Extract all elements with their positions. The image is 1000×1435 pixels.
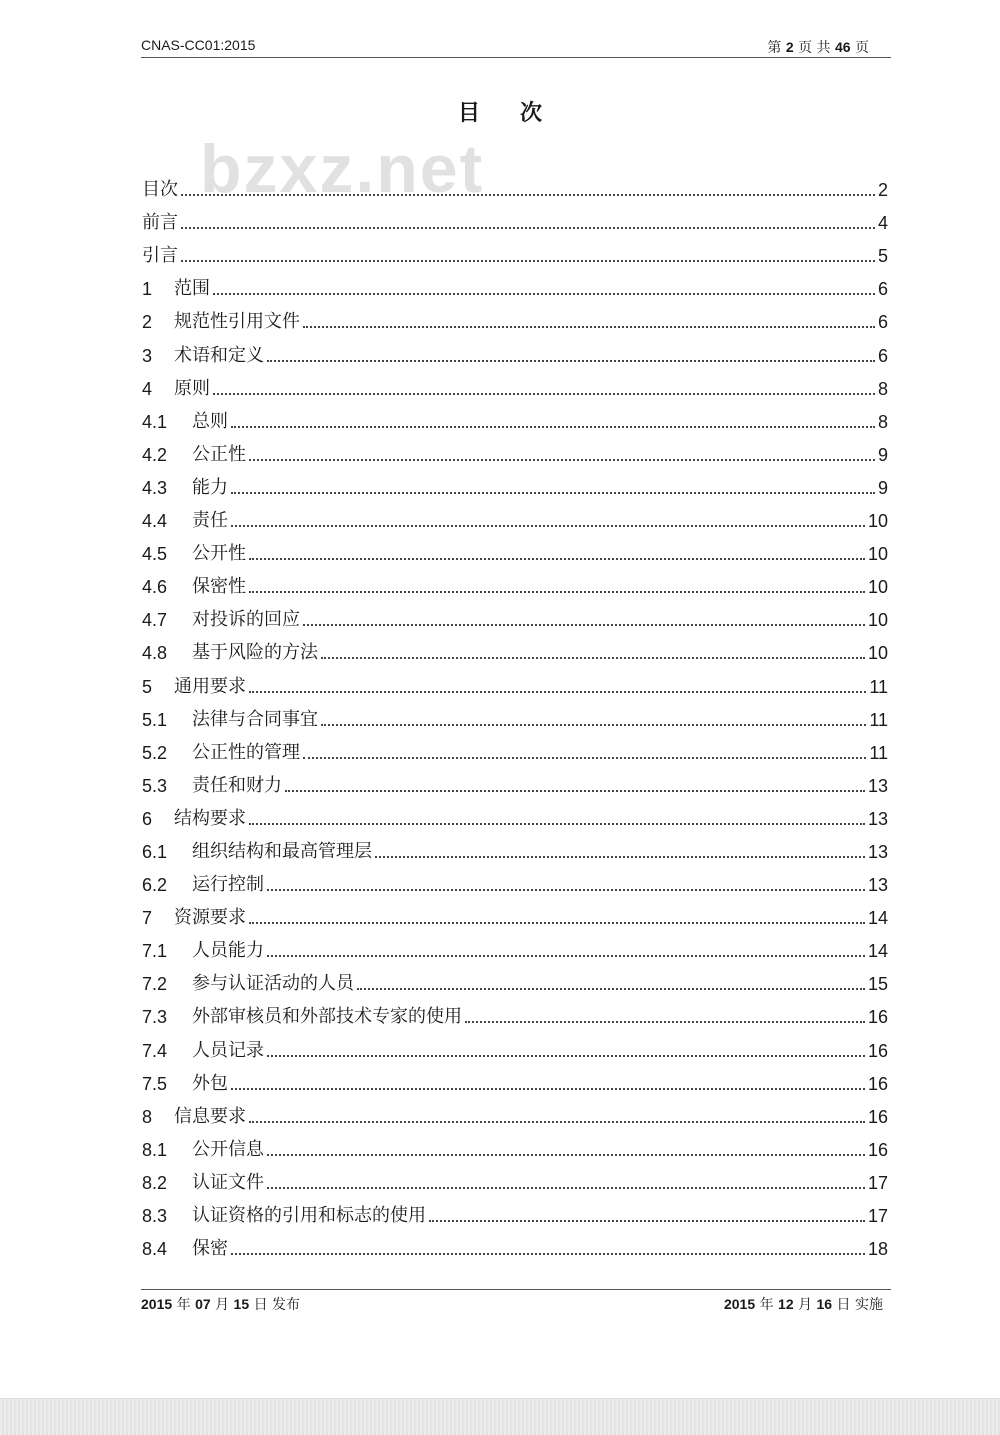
toc-entry-title: 范围 bbox=[174, 278, 210, 300]
toc-entry-title: 对投诉的回应 bbox=[192, 609, 300, 631]
total-page-number: 46 bbox=[834, 39, 851, 55]
toc-entry-number: 5.3 bbox=[142, 775, 168, 796]
toc-entry-number: 3 bbox=[142, 345, 153, 366]
toc-entry-page: 17 bbox=[867, 1206, 888, 1226]
toc-entry-title: 保密性 bbox=[192, 576, 246, 598]
toc-entry[interactable] bbox=[142, 831, 888, 864]
toc-entry-title: 通用要求 bbox=[174, 675, 246, 697]
toc-dot-leader bbox=[249, 822, 865, 825]
page-header bbox=[141, 37, 891, 58]
toc-entry-number: 7.5 bbox=[142, 1073, 168, 1094]
toc-entry-title: 运行控制 bbox=[192, 874, 264, 896]
toc-entry-number: 7.1 bbox=[142, 941, 168, 962]
toc-entry-title: 总则 bbox=[192, 410, 228, 432]
publish-date: 2015 年 07 月 15 日 发布 bbox=[141, 1296, 301, 1313]
toc-dot-leader bbox=[249, 590, 865, 593]
toc-entry[interactable] bbox=[142, 1195, 888, 1228]
page-footer bbox=[141, 1289, 891, 1313]
toc-entry-title: 组织结构和最高管理层 bbox=[192, 840, 372, 862]
toc-entry-title: 人员能力 bbox=[192, 940, 264, 962]
toc-dot-leader bbox=[267, 359, 875, 362]
toc-entry[interactable] bbox=[142, 996, 888, 1029]
toc-dot-leader bbox=[321, 656, 865, 659]
toc-entry-page: 2 bbox=[877, 180, 888, 201]
toc-entry-page: 13 bbox=[867, 808, 888, 829]
toc-entry[interactable] bbox=[142, 533, 888, 566]
toc-entry-title: 规范性引用文件 bbox=[174, 311, 300, 333]
toc-entry-page: 15 bbox=[867, 974, 888, 995]
toc-entry-page: 11 bbox=[869, 709, 888, 730]
toc-entry-page: 11 bbox=[869, 676, 888, 697]
toc-entry-number: 4.2 bbox=[142, 444, 168, 465]
toc-entry-page: 16 bbox=[867, 1139, 888, 1160]
toc-dot-leader bbox=[267, 1186, 865, 1189]
toc-entry-title: 结构要求 bbox=[174, 807, 246, 829]
toc-entry[interactable] bbox=[142, 930, 888, 963]
document-code: CNAS-CC01:2015 bbox=[141, 37, 256, 53]
toc-entry-title: 人员记录 bbox=[192, 1039, 264, 1061]
toc-entry-title: 基于风险的方法 bbox=[192, 642, 318, 664]
toc-entry-number: 7.2 bbox=[142, 974, 168, 995]
toc-entry[interactable] bbox=[142, 268, 888, 301]
toc-entry-title: 资源要求 bbox=[174, 907, 246, 929]
toc-entry[interactable] bbox=[142, 732, 888, 765]
toc-dot-leader bbox=[231, 1252, 865, 1255]
toc-entry-page: 4 bbox=[877, 213, 888, 234]
toc-entry-title: 认证文件 bbox=[192, 1171, 264, 1193]
toc-entry-title: 引言 bbox=[142, 245, 178, 267]
toc-dot-leader bbox=[181, 193, 875, 196]
toc-entry[interactable] bbox=[142, 632, 888, 665]
toc-entry-page: 13 bbox=[867, 875, 888, 896]
toc-entry[interactable] bbox=[142, 500, 888, 533]
toc-entry-page: 5 bbox=[877, 246, 888, 267]
toc-entry-number: 8 bbox=[142, 1106, 153, 1127]
toc-dot-leader bbox=[285, 789, 865, 792]
toc-dot-leader bbox=[267, 954, 865, 957]
watermark: bzxz.net bbox=[200, 131, 485, 207]
effective-date: 2015 年 12 月 16 日 实施 bbox=[723, 1296, 883, 1313]
toc-entry-number: 7.3 bbox=[142, 1007, 168, 1028]
toc-dot-leader bbox=[267, 1153, 865, 1156]
toc-entry-number: 5 bbox=[142, 676, 153, 697]
toc-entry-page: 17 bbox=[867, 1172, 888, 1193]
toc-entry-page: 14 bbox=[867, 908, 888, 929]
toc-entry[interactable] bbox=[142, 798, 888, 831]
toc-dot-leader bbox=[249, 458, 875, 461]
toc-entry-number: 7 bbox=[142, 908, 153, 929]
toc-entry[interactable] bbox=[142, 368, 888, 401]
toc-entry-title: 公正性 bbox=[192, 443, 246, 465]
toc-entry-number: 6 bbox=[142, 808, 153, 829]
toc-entry-number: 4.8 bbox=[142, 643, 168, 664]
toc-entry-number: 1 bbox=[142, 279, 153, 300]
toc-entry-title: 信息要求 bbox=[174, 1105, 246, 1127]
toc-entry[interactable] bbox=[142, 1063, 888, 1096]
toc-entry-page: 10 bbox=[867, 544, 888, 565]
toc-dot-leader bbox=[267, 1054, 865, 1057]
toc-dot-leader bbox=[249, 690, 866, 693]
toc-entry-title: 认证资格的引用和标志的使用 bbox=[192, 1205, 426, 1226]
toc-entry-page: 14 bbox=[867, 941, 888, 962]
toc-entry[interactable] bbox=[142, 1029, 888, 1062]
toc-entry[interactable] bbox=[142, 1096, 888, 1129]
page-title: 目 次 bbox=[457, 100, 543, 126]
toc-entry-title: 目次 bbox=[142, 179, 178, 201]
toc-dot-leader bbox=[213, 392, 875, 395]
toc-entry-number: 6.2 bbox=[142, 875, 168, 896]
toc-dot-leader bbox=[181, 259, 875, 262]
toc-entry[interactable] bbox=[142, 1162, 888, 1195]
toc-entry-title: 参与认证活动的人员 bbox=[192, 973, 354, 995]
toc-entry-number: 4 bbox=[142, 378, 153, 399]
toc-entry[interactable] bbox=[142, 1129, 888, 1162]
toc-entry-page: 10 bbox=[867, 577, 888, 598]
toc-entry-title: 责任 bbox=[192, 510, 228, 532]
toc-dot-leader bbox=[465, 1020, 865, 1023]
toc-entry[interactable] bbox=[142, 467, 888, 500]
toc-entry-number: 5.2 bbox=[142, 742, 168, 763]
toc-dot-leader bbox=[267, 888, 865, 891]
toc-dot-leader bbox=[213, 292, 875, 295]
toc-entry[interactable] bbox=[142, 765, 888, 798]
toc-entry[interactable] bbox=[142, 963, 888, 996]
toc-entry-title: 公开性 bbox=[192, 543, 246, 565]
toc-entry[interactable] bbox=[142, 599, 888, 632]
toc-entry[interactable] bbox=[142, 434, 888, 467]
toc-entry-number: 4.3 bbox=[142, 477, 168, 498]
toc-entry-number: 4.4 bbox=[142, 511, 168, 532]
toc-entry[interactable] bbox=[142, 202, 888, 235]
toc-entry-page: 16 bbox=[867, 1106, 888, 1127]
toc-dot-leader bbox=[429, 1219, 865, 1222]
page-indicator: 第 2 页 共 46 页 bbox=[767, 39, 869, 56]
toc-entry-page: 10 bbox=[867, 511, 888, 532]
toc-entry-title: 术语和定义 bbox=[174, 344, 264, 366]
toc-entry-number: 7.4 bbox=[142, 1040, 168, 1061]
toc-entry[interactable] bbox=[142, 1228, 888, 1261]
toc-entry-page: 16 bbox=[867, 1073, 888, 1094]
toc-entry[interactable] bbox=[142, 235, 888, 268]
toc-entry-page: 6 bbox=[877, 279, 888, 300]
toc-entry-page: 10 bbox=[867, 610, 888, 631]
toc-entry-page: 11 bbox=[869, 742, 888, 763]
toc-entry-title: 原则 bbox=[174, 377, 210, 399]
toc-entry[interactable] bbox=[142, 897, 888, 930]
toc-dot-leader bbox=[181, 226, 875, 229]
toc-entry-title: 外包 bbox=[192, 1072, 228, 1094]
toc-entry[interactable] bbox=[142, 169, 888, 202]
viewer-bottom-bar bbox=[0, 1398, 1000, 1435]
toc-entry-number: 4.1 bbox=[142, 411, 168, 432]
toc-entry-page: 6 bbox=[877, 312, 888, 333]
toc-entry-title: 责任和财力 bbox=[192, 774, 282, 796]
toc-entry[interactable] bbox=[142, 334, 888, 367]
toc-entry-title: 前言 bbox=[142, 212, 178, 234]
toc-dot-leader bbox=[231, 425, 875, 428]
toc-entry-number: 4.7 bbox=[142, 610, 168, 631]
toc-entry-page: 9 bbox=[877, 477, 888, 498]
toc-entry-number: 2 bbox=[142, 312, 153, 333]
toc-entry-number: 4.5 bbox=[142, 544, 168, 565]
toc-entry-title: 公开信息 bbox=[192, 1138, 264, 1160]
toc-dot-leader bbox=[249, 921, 865, 924]
toc-entry-number: 6.1 bbox=[142, 841, 168, 862]
toc-dot-leader bbox=[231, 1087, 865, 1090]
toc-entry-number: 8.4 bbox=[142, 1239, 168, 1260]
toc-dot-leader bbox=[303, 325, 875, 328]
toc-dot-leader bbox=[303, 756, 866, 759]
toc-entry-page: 8 bbox=[877, 378, 888, 399]
toc-entry-title: 公正性的管理 bbox=[192, 741, 300, 763]
toc-dot-leader bbox=[321, 723, 866, 726]
toc-entry-number: 4.6 bbox=[142, 577, 168, 598]
toc-entry-title: 外部审核员和外部技术专家的使用 bbox=[192, 1006, 462, 1028]
toc-entry-page: 16 bbox=[867, 1040, 888, 1061]
toc-entry-page: 18 bbox=[867, 1239, 888, 1260]
toc-entry[interactable] bbox=[142, 699, 888, 732]
toc-dot-leader bbox=[357, 987, 865, 990]
toc-entry-page: 13 bbox=[867, 775, 888, 796]
toc-dot-leader bbox=[231, 491, 875, 494]
toc-entry-number: 8.1 bbox=[142, 1139, 168, 1160]
toc-entry-page: 13 bbox=[867, 841, 888, 862]
toc-entry[interactable] bbox=[142, 864, 888, 897]
toc-entry-page: 10 bbox=[867, 643, 888, 664]
toc-entry-number: 5.1 bbox=[142, 709, 168, 730]
toc-entry-page: 16 bbox=[867, 1007, 888, 1028]
table-of-contents bbox=[142, 169, 888, 1261]
toc-entry-page: 9 bbox=[877, 444, 888, 465]
toc-entry-number: 8.3 bbox=[142, 1206, 168, 1226]
toc-entry[interactable] bbox=[142, 301, 888, 334]
toc-dot-leader bbox=[249, 557, 865, 560]
toc-entry[interactable] bbox=[142, 566, 888, 599]
toc-entry-title: 保密 bbox=[192, 1238, 228, 1260]
toc-dot-leader bbox=[231, 524, 865, 527]
toc-entry-title: 法律与合同事宜 bbox=[192, 708, 318, 730]
toc-dot-leader bbox=[303, 623, 865, 626]
toc-entry-page: 6 bbox=[877, 345, 888, 366]
current-page-number: 2 bbox=[785, 39, 794, 55]
toc-entry[interactable] bbox=[142, 401, 888, 434]
toc-entry-page: 8 bbox=[877, 411, 888, 432]
toc-dot-leader bbox=[375, 855, 865, 858]
toc-entry[interactable] bbox=[142, 665, 888, 698]
toc-entry-title: 能力 bbox=[192, 476, 228, 498]
toc-dot-leader bbox=[249, 1120, 865, 1123]
toc-entry-number: 8.2 bbox=[142, 1172, 168, 1193]
